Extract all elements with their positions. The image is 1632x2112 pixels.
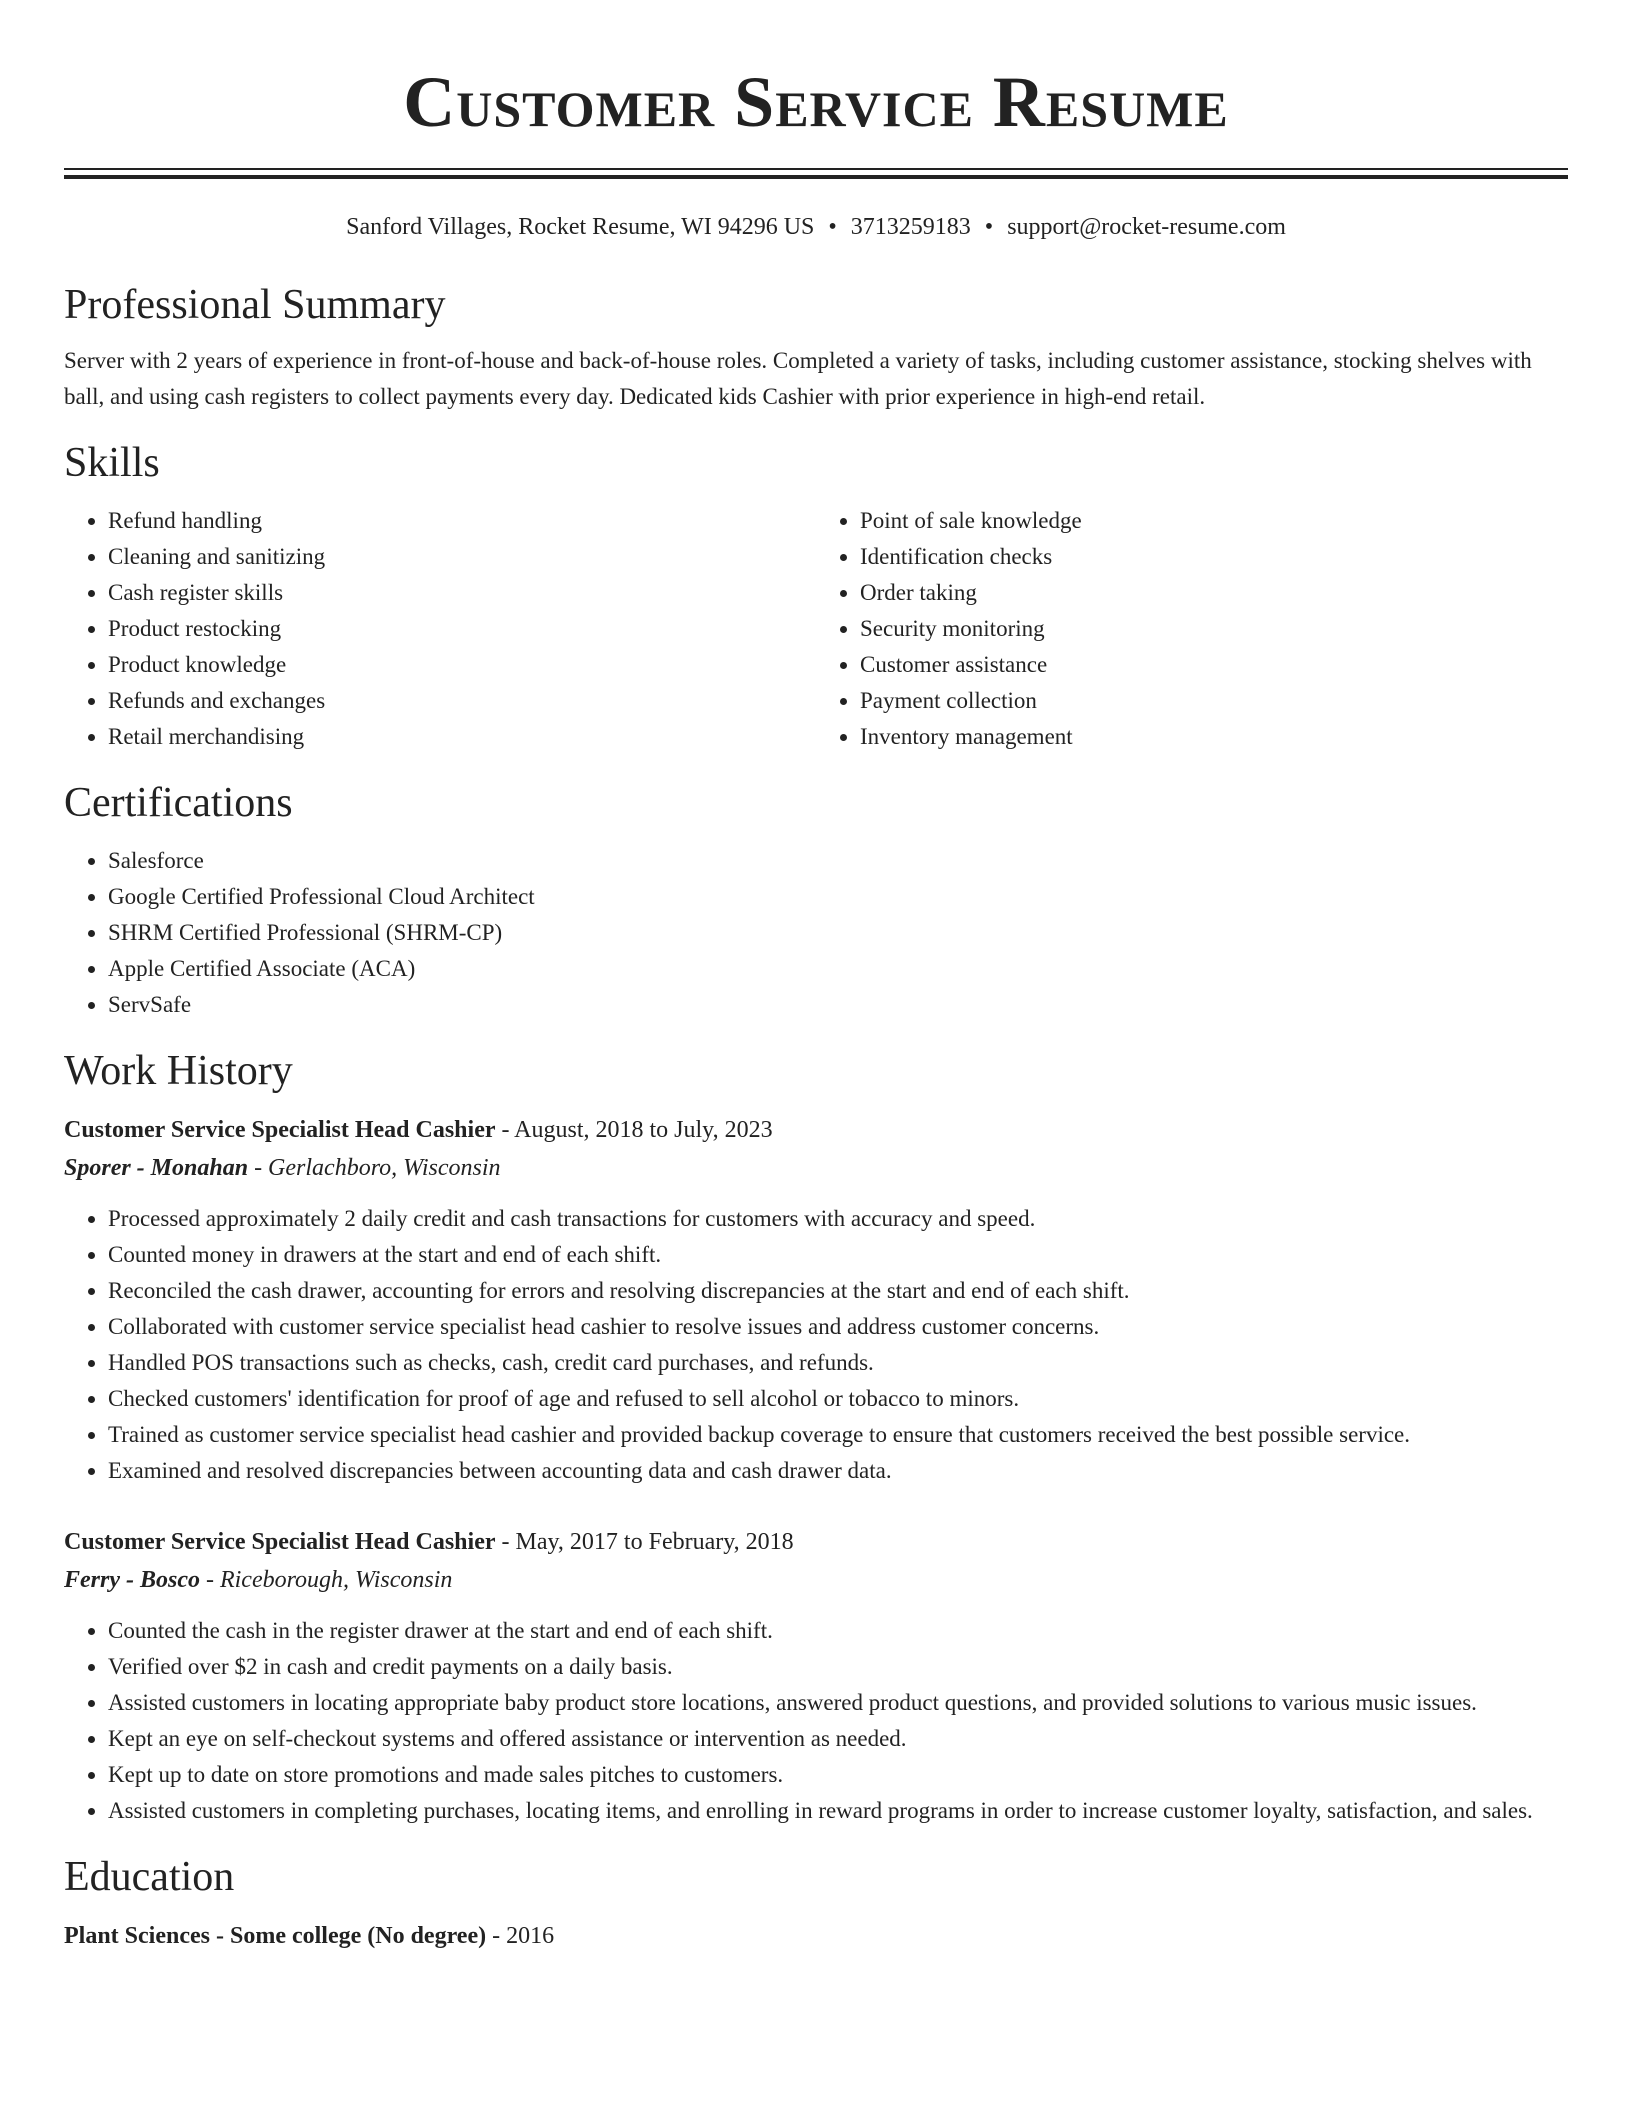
education-section <box>64 1851 1568 1955</box>
job-bullet: • Checked customers' identification for proof of age and refused to sell alcohol or tobacco to minors. <box>108 1381 1568 1417</box>
job-dates: - May, 2017 to February, 2018 <box>495 1529 794 1555</box>
summary-section <box>64 279 1568 415</box>
job-heading <box>64 1523 1568 1561</box>
job-employer-line <box>64 1561 1568 1599</box>
job-bullets <box>64 1201 1568 1489</box>
job-bullet: • Verified over $2 in cash and credit payments on a daily basis. <box>108 1649 1568 1685</box>
job-company: Ferry - Bosco <box>64 1567 200 1593</box>
job-bullet: • Collaborated with customer service specialist head cashier to resolve issues and address customer concerns. <box>108 1309 1568 1345</box>
contact-line <box>64 211 1568 243</box>
job-dates: - August, 2018 to July, 2023 <box>495 1117 773 1143</box>
job-company: Sporer - Monahan <box>64 1155 249 1181</box>
job-bullet: • Reconciled the cash drawer, accounting for errors and resolving discrepancies at the start and end of each shift. <box>108 1273 1568 1309</box>
work-history-heading: Work History <box>64 1048 293 1094</box>
certification-item: • Google Certified Professional Cloud Architect <box>108 879 1568 915</box>
job-bullet: • Counted the cash in the register drawer at the start and end of each shift. <box>108 1613 1568 1649</box>
job-heading <box>64 1111 1568 1149</box>
job-bullet: • Kept an eye on self-checkout systems and offered assistance or intervention as needed. <box>108 1721 1568 1757</box>
skill-item: • Point of sale knowledge <box>860 503 1568 539</box>
contact-separator: • <box>984 214 994 240</box>
job-bullet: • Assisted customers in completing purchases, locating items, and enrolling in reward programs in order to increase customer loyalty, satisfaction, and sales. <box>108 1793 1568 1829</box>
title-divider-thin <box>64 168 1568 170</box>
contact-separator: • <box>828 214 837 240</box>
skill-item: • Product restocking <box>108 611 816 647</box>
job-bullet: • Processed approximately 2 daily credit and cash transactions for customers with accuracy and speed. <box>108 1201 1568 1237</box>
certifications-heading: Certifications <box>64 780 293 826</box>
education-heading: Education <box>64 1854 235 1900</box>
job-title: Customer Service Specialist Head Cashier <box>64 1117 496 1143</box>
certification-item: • ServSafe <box>108 987 1568 1023</box>
education-year: - 2016 <box>486 1923 555 1949</box>
skill-item: • Retail merchandising <box>108 719 816 755</box>
skill-item: • Product knowledge <box>108 647 816 683</box>
skills-columns <box>64 503 1568 755</box>
skills-heading: Skills <box>64 440 160 486</box>
job-entry <box>64 1111 1568 1489</box>
certification-item: • SHRM Certified Professional (SHRM-CP) <box>108 915 1568 951</box>
skills-list-right <box>816 503 1568 755</box>
skills-section <box>64 437 1568 755</box>
skills-list-left <box>64 503 816 755</box>
skill-item: • Identification checks <box>860 539 1568 575</box>
job-bullet: • Handled POS transactions such as checks, cash, credit card purchases, and refunds. <box>108 1345 1568 1381</box>
skill-item: • Payment collection <box>860 683 1568 719</box>
certifications-list <box>64 843 1568 1023</box>
skill-item: • Security monitoring <box>860 611 1568 647</box>
work-history-section <box>64 1045 1568 1829</box>
job-bullet: • Trained as customer service specialist head cashier and provided backup coverage to ensure that customers received the best possible service. <box>108 1417 1568 1453</box>
skill-item: • Refund handling <box>108 503 816 539</box>
education-degree: Plant Sciences - Some college (No degree) <box>64 1923 487 1949</box>
contact-email: support@rocket-resume.com <box>1007 214 1286 240</box>
contact-address: Sanford Villages, Rocket Resume, WI 94296 US <box>346 214 815 240</box>
skill-item: • Refunds and exchanges <box>108 683 816 719</box>
job-location: - Riceborough, Wisconsin <box>199 1567 453 1593</box>
certification-item: • Salesforce <box>108 843 1568 879</box>
skill-item: • Inventory management <box>860 719 1568 755</box>
skill-item: • Order taking <box>860 575 1568 611</box>
job-entry <box>64 1523 1568 1829</box>
job-location: - Gerlachboro, Wisconsin <box>248 1155 501 1181</box>
job-bullet: • Counted money in drawers at the start and end of each shift. <box>108 1237 1568 1273</box>
job-bullet: • Assisted customers in locating appropriate baby product store locations, answered product questions, and provided solutions to various music issues. <box>108 1685 1568 1721</box>
job-employer-line <box>64 1149 1568 1187</box>
job-bullets <box>64 1613 1568 1829</box>
summary-text: Server with 2 years of experience in front-of-house and back-of-house roles. Completed a variety of tasks, including customer assistance, stocking shelves with ball, and using cash registers to collect payments every day. Dedicated kids Cashier with prior experience in high-end retail. <box>64 348 1532 409</box>
skill-item: • Cash register skills <box>108 575 816 611</box>
certifications-section <box>64 777 1568 1023</box>
resume-title: Customer Service Resume <box>403 62 1229 142</box>
certification-item: • Apple Certified Associate (ACA) <box>108 951 1568 987</box>
title-divider-thick <box>64 175 1568 179</box>
summary-heading: Professional Summary <box>64 282 446 328</box>
job-title: Customer Service Specialist Head Cashier <box>64 1529 496 1555</box>
resume-content <box>64 0 1568 1955</box>
contact-phone: 3713259183 <box>850 214 971 240</box>
job-bullet: • Examined and resolved discrepancies between accounting data and cash drawer data. <box>108 1453 1568 1489</box>
education-entry <box>64 1917 1568 1955</box>
skill-item: • Customer assistance <box>860 647 1568 683</box>
skill-item: • Cleaning and sanitizing <box>108 539 816 575</box>
job-bullet: • Kept up to date on store promotions and made sales pitches to customers. <box>108 1757 1568 1793</box>
